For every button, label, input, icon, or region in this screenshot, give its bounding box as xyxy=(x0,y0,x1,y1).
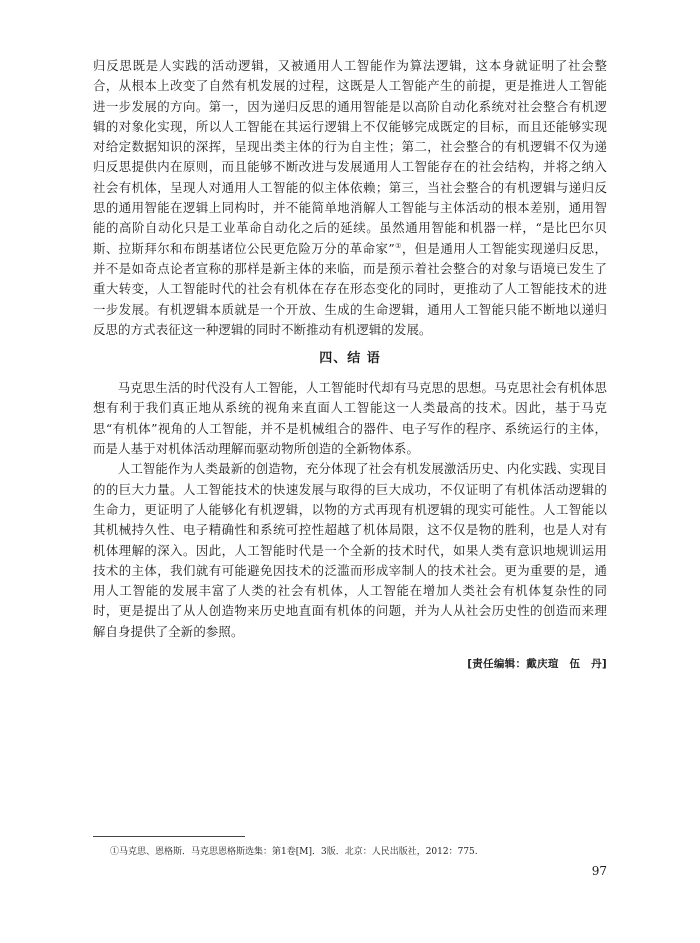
footnote-divider xyxy=(93,836,245,837)
footnote-text: ①马克思、恩格斯．马克思恩格斯选集：第1卷[M]．3版．北京：人民出版社，2012：775. xyxy=(110,847,478,857)
conclusion-paragraph-1: 马克思生活的时代没有人工智能，人工智能时代却有马克思的思想。马克思社会有机体思想有利于我们真正地从系统的视角来直面人工智能这一人类最高的技术。因此，基于马克思“有机体”视角的人工智能，并不是机械组合的器件、电子写作的程序、系统运行的主体，而是人基于对机体活动理解而驱动物所创造的全新物体系。 xyxy=(93,380,607,457)
footnote-reference-marker[interactable]: ① xyxy=(394,241,402,250)
paragraph-text-part-1: 归反思既是人实践的活动逻辑，又被通用人工智能作为算法逻辑，这本身就证明了社会整合，从根本上改变了自然有机发展的过程，这既是人工智能产生的前提，更是推进人工智能进一步发展的方向。第一，因为递归反思的通用智能是以高阶自动化系统对社会整合有机逻辑的对象化实现，所以人工智能在其运行逻辑上不仅能够完成既定的目标，而且还能够实现对给定数据知识的深挥，呈现出类主体的行为自主性；第二，社会整合的有机逻辑不仅为递归反思提供内在原则，而且能够不断改进与发展通用人工智能存在的社会结构，并将之纳入社会有机体，呈现人对通用人工智能的似主体依赖；第三，当社会整合的有机逻辑与递归反思的通用智能在逻辑上同构时，并不能简单地消解人工智能与主体活动的根本差别，通用智能的高阶自动化只是工业革命自动化之后的延续。虽然通用智能和机器一样，“是比巴尔贝斯、拉斯拜尔和布朗基诸位公民更危险万分的革命家” xyxy=(93,58,607,256)
responsible-editor-note: [责任编辑：戴庆瑄 伍 丹] xyxy=(467,658,607,671)
section-heading-conclusion: 四、结 语 xyxy=(319,351,381,367)
paragraph-text-part-2: ，但是通用人工智能实现递归反思，并不是如奇点论者宣称的那样是新主体的来临，而是预示着社会整合的对象与语境已发生了重大转变，人工智能时代的社会有机体在存在形态变化的同时，更推动了人工智能技术的进一步发展。有机逻辑本质就是一个开放、生成的生命逻辑，通用人工智能只能不断地以递归反思的方式表征这一种逻辑的同时不断推动有机逻辑的发展。 xyxy=(93,240,607,337)
article-body xyxy=(93,56,607,671)
page-number: 97 xyxy=(591,864,607,878)
conclusion-paragraph-2: 人工智能作为人类最新的创造物，充分体现了社会有机发展激活历史、内化实践、实现目的的巨大力量。人工智能技术的快速发展与取得的巨大成功，不仅证明了有机体活动逻辑的生命力，更证明了人能够化有机逻辑，以物的方式再现有机逻辑的现实可能性。人工智能以其机械持久性、电子精确性和系统可控性超越了机体局限，这不仅是物的胜利，也是人对有机体理解的深入。因此，人工智能时代是一个全新的技术时代，如果人类有意识地规训运用技术的主体，我们就有可能避免因技术的泛滥而形成宰制人的技术社会。更为重要的是，通用人工智能的发展丰富了人类的社会有机体，人工智能在增加人类社会有机体复杂性的同时，更是提出了从人创造物来历史地直面有机体的问题，并为人从社会历史性的创造而来理解自身提供了全新的参照。 xyxy=(93,461,607,639)
paragraph-continuation xyxy=(93,56,607,340)
